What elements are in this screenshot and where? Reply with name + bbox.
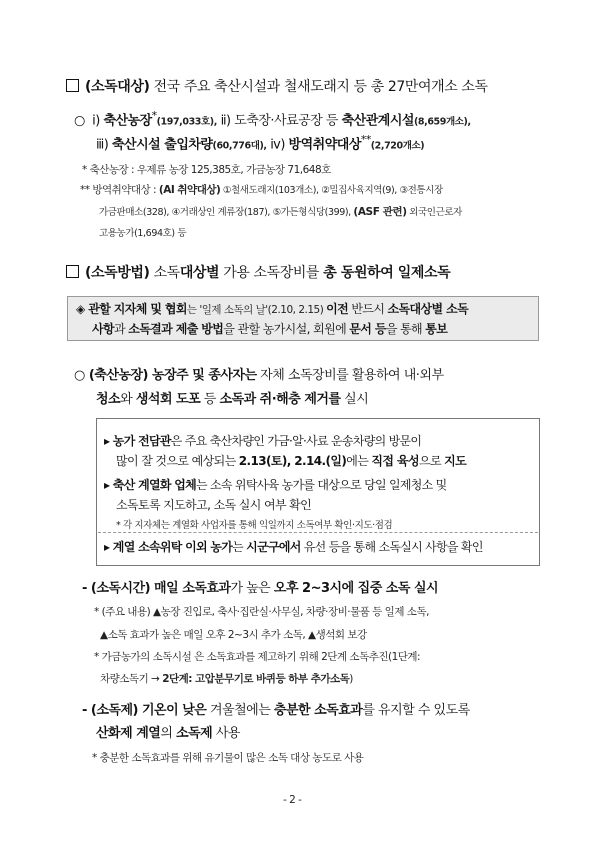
- page-number: - 2 -: [283, 794, 302, 806]
- box-item-1-expect: 많이 잘 것으로 예상되는: [116, 454, 239, 468]
- notice-notify: 통보: [425, 322, 448, 336]
- time-note-2: ▲소독 효과가 높은 매일 오후 2~3시 추가 소독, ▲생석회 보강: [100, 629, 367, 641]
- farms-do: 실시: [340, 392, 369, 407]
- item-iv-count: (2,720개소): [370, 140, 425, 152]
- note-asf-label: (ASF 관련): [353, 206, 407, 218]
- note-ai-label: (AI 취약대상): [158, 184, 221, 196]
- notice-items: 사항: [92, 322, 114, 336]
- agent-winter: 겨울철에는: [206, 703, 274, 718]
- box-item-2-subject: ▸ 축산 계열화 업체: [104, 478, 197, 492]
- time-note-4-a: 차량소독기 →: [100, 673, 163, 685]
- farms-and: 와: [120, 392, 136, 407]
- note-vulnerable-1: [80, 182, 443, 197]
- box-item-2-line-2: 소독토록 지도하고, 소독 실시 여부 확인: [116, 498, 312, 512]
- box-item-1-dates: 2.13(토), 2.14.(일): [238, 454, 347, 468]
- item-i-sup: *: [151, 109, 157, 122]
- item-iii-label: 축산시설 출입차량: [112, 137, 213, 153]
- checkbox-square-icon: [66, 265, 79, 278]
- item-ii-text: 도축장·사료공장 등: [234, 113, 338, 129]
- item-iii-num: ⅲ): [96, 137, 109, 153]
- item-ii-num: ⅱ): [220, 113, 231, 129]
- section2-pre: 소독: [153, 265, 180, 281]
- box-item-1: [104, 432, 421, 449]
- note-vulnerable-prefix: ** 방역취약대상 :: [80, 184, 159, 196]
- farms-etc: 등: [200, 392, 220, 407]
- time-subject: - (소독시간) 매일 소독효과: [82, 581, 231, 596]
- box-divider: [98, 532, 538, 533]
- box-item-1-direct: 직접 육성: [371, 454, 419, 468]
- notice-to-farms: 을 관할 농가시설, 회원에: [223, 322, 350, 336]
- farms-desc-1: 자체 소독장비를 활용하여 내·외부: [256, 368, 444, 383]
- item-i-num: ⅰ): [92, 113, 100, 129]
- agent-disinfectant: 소독제: [176, 726, 213, 741]
- box-item-2-desc: 는 소속 위탁사육 농가를 대상으로 당일 일제청소 및: [196, 478, 447, 492]
- box-item-1-line-2: [116, 452, 466, 469]
- checkbox-square-icon: [66, 79, 79, 92]
- item-ii-label: 축산관계시설: [341, 113, 414, 129]
- section1-heading: [66, 76, 488, 96]
- box-item-3-ga: 는: [232, 540, 247, 554]
- note-vulnerable-list-3: 외국인근로자: [406, 207, 462, 218]
- agent-of: 의: [160, 726, 177, 741]
- time-focus: 오후 2~3시에 집중 소독 실시: [273, 581, 439, 596]
- section2-bold1: 대상별: [179, 265, 220, 281]
- agent-subject: - (소독제) 기온이 낮은: [82, 703, 207, 718]
- notice-must: 반드시: [348, 302, 388, 316]
- box-item-3-subject: ▸ 계열 소속위탁 이외 농가: [104, 540, 233, 554]
- item-iv-sup: **: [360, 133, 371, 146]
- farms-line-1: [74, 364, 444, 383]
- note-vulnerable-list-1: ①철새도래지(103개소), ②밀집사육지역(9), ③전통시장: [220, 185, 443, 196]
- agent-maintain: 를 유지할 수 있도록: [362, 703, 470, 718]
- time-line-1: [82, 577, 438, 596]
- box-item-1-desc: 은 주요 축산차량인 가금·알·사료 운송차량의 방문이: [170, 434, 422, 448]
- section2-tag: (소독방법): [85, 265, 150, 281]
- notice-line-1: [76, 300, 468, 317]
- note-farms: * 축산농장 : 우제류 농장 125,385호, 가금농장 71,648호: [82, 164, 331, 176]
- target-line-1: [74, 109, 471, 128]
- item-iv-label: 방역취약대상: [288, 137, 361, 153]
- time-note-4-b: 2단계: 고압분무기로 바퀴등 하부 추가소독: [162, 673, 350, 685]
- notice-diamond-subject: ◈ 관할 지자체 및 협회: [76, 302, 187, 316]
- notice-before: 이전: [326, 302, 349, 316]
- notice-line-2: [92, 320, 447, 337]
- note-vulnerable-list-2: 가금판매소(328), ④거래상인 계류장(187), ⑤가든형식당(399),: [99, 207, 354, 218]
- box-item-1-subject: ▸ 농가 전담관: [104, 434, 171, 448]
- notice-method: 소독결과 제출 방법: [128, 322, 224, 336]
- section2-mid: 가용 소독장비를: [223, 265, 320, 281]
- circle-bullet-icon: ○: [74, 113, 85, 129]
- agent-effect: 충분한 소독효과: [273, 703, 363, 718]
- item-iv-num: ⅳ): [270, 137, 285, 153]
- box-item-2-note: * 각 지자체는 계열화 사업자를 통해 익일까지 소독여부 확인·지도·점검: [116, 520, 393, 531]
- box-item-1-on: 에는: [346, 454, 372, 468]
- box-item-3: [104, 538, 483, 555]
- box-item-3-district: 시군구에서: [246, 540, 301, 554]
- time-note-3: * 가금농가의 소독시설 은 소독효과를 제고하기 위해 2단계 소독추진(1단계:: [94, 651, 421, 663]
- note-vulnerable-2: [99, 204, 462, 219]
- agent-note: * 충분한 소독효과를 위해 유기물이 많은 소독 대상 농도로 사용: [92, 752, 364, 764]
- time-note-4: [100, 671, 353, 686]
- agent-oxidizer: 산화제 계열: [96, 726, 161, 741]
- agent-line-2: [96, 722, 240, 741]
- box-item-3-desc: 유선 등을 통해 소독실시 사항을 확인: [300, 540, 483, 554]
- farms-line-2: [96, 388, 368, 407]
- farms-subject: ○ (축산농장) 농장주 및 종사자는: [74, 368, 257, 383]
- notice-and: 과: [113, 322, 129, 336]
- farms-lime: 생석회 도포: [135, 392, 201, 407]
- time-high: 가 높은: [230, 581, 274, 596]
- notice-via: 을 통해: [385, 322, 426, 336]
- box-item-1-guide: 지도: [444, 454, 467, 468]
- target-line-2: [96, 133, 424, 152]
- notice-date: 는 '일제 소독의 날'(2.10, 2.15): [186, 304, 327, 316]
- note-vulnerable-3: 고용농가(1,694호) 등: [99, 228, 187, 239]
- section1-tag: (소독대상): [85, 79, 150, 95]
- farms-clean: 청소: [96, 392, 121, 407]
- time-note-1: * (주요 내용) ▲농장 진입로, 축사·집란실·사무실, 차량·장비·물품 등 일제 소독,: [94, 606, 429, 618]
- item-i-label: 축산농장: [103, 113, 152, 129]
- box-item-2: [104, 476, 447, 493]
- section2-bold2: 총 동원하여 일제소독: [323, 265, 451, 281]
- item-ii-count: (8,659개소),: [413, 116, 471, 128]
- box-item-1-by: 으로: [418, 454, 445, 468]
- farms-pests: 소독과 쥐·해충 제거를: [219, 392, 341, 407]
- notice-target-items: 소독대상별 소독: [387, 302, 469, 316]
- item-iii-count: (60,776대),: [212, 140, 267, 152]
- agent-use: 사용: [212, 726, 240, 741]
- notice-docs: 문서 등: [349, 322, 386, 336]
- section2-heading: [66, 262, 450, 282]
- agent-line-1: [82, 699, 470, 718]
- time-note-4-c: ): [349, 673, 353, 685]
- item-i-count: (197,033호),: [156, 116, 217, 128]
- section1-text: 전국 주요 축산시설과 철새도래지 등 총 27만여개소 소독: [153, 79, 488, 95]
